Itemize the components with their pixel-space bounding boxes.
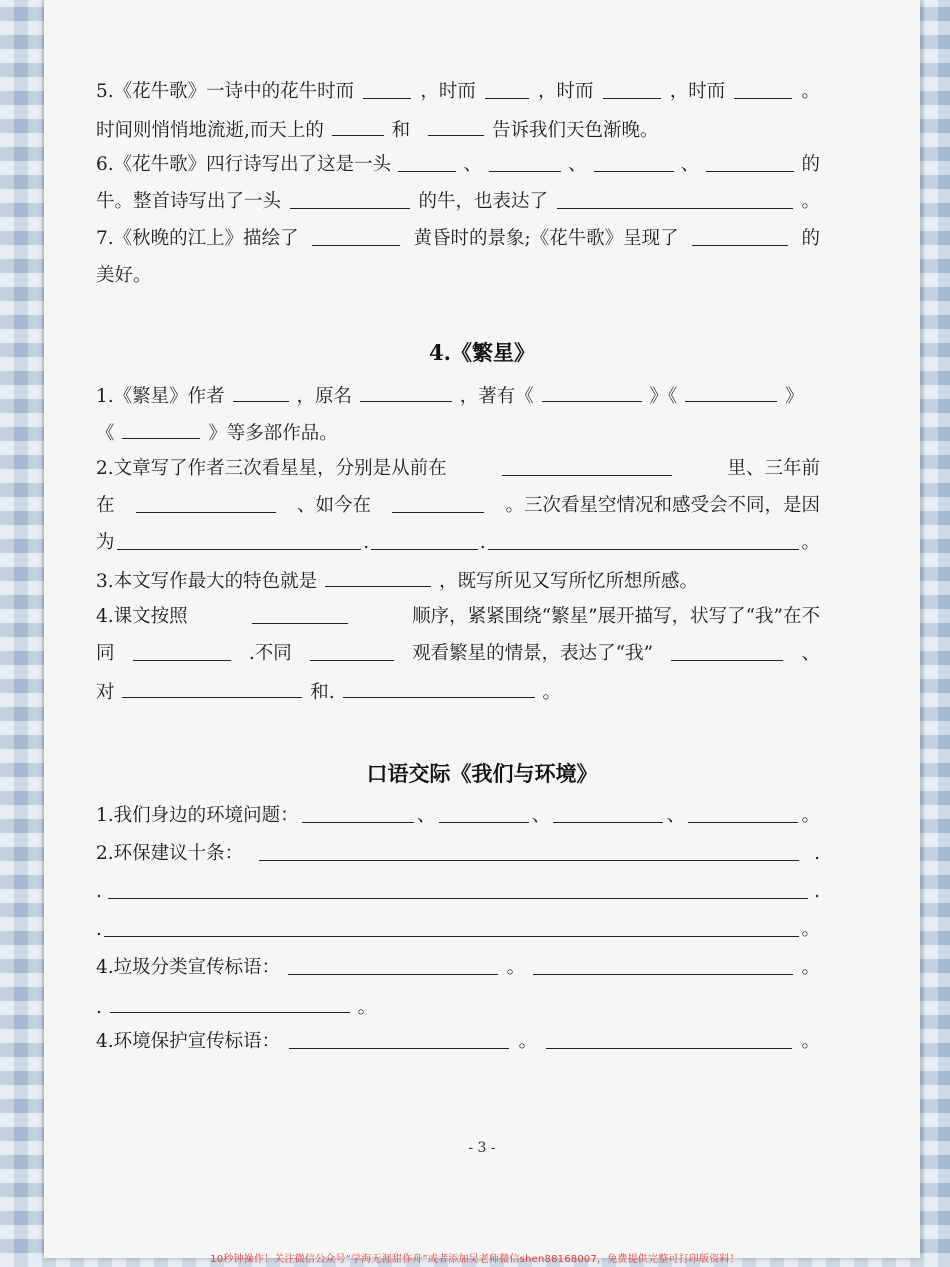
answer-blank[interactable] — [136, 494, 276, 513]
question-6-line-2: 牛。整首诗写出了一头 的牛，也表达了 。 — [96, 191, 820, 212]
fanxing-q4-line-1: 4.课文按照 顺序，紧紧围绕“繁星”展开描写，状写了“我”在不 — [96, 606, 820, 627]
answer-blank[interactable] — [688, 804, 798, 823]
answer-blank[interactable] — [108, 880, 808, 899]
fanxing-q4-line-2: 同 .不同 观看繁星的情景，表达了“我” 、 — [96, 643, 820, 664]
environment-q1-line: 1.我们身边的环境问题： 、 、 、 。 — [96, 805, 820, 826]
garbage-sorting-slogan-line-2: . 。 — [96, 994, 820, 1020]
answer-blank[interactable] — [110, 994, 350, 1013]
worksheet-page — [44, 0, 920, 1258]
answer-blank[interactable] — [371, 531, 478, 550]
fanxing-q3-line: 3.本文写作最大的特色就是 ，既写所见又写所忆所想所感。 — [96, 568, 820, 594]
answer-blank[interactable] — [603, 80, 661, 99]
answer-blank[interactable] — [489, 153, 561, 172]
answer-blank[interactable] — [557, 190, 793, 209]
answer-blank[interactable] — [546, 1030, 792, 1049]
watermark-footer: 10秒钟操作！关注微信公众号“学海无涯甜作舟”或者添加吴老师微信shen88168007，免费提供完整可打印版资料！ — [210, 1254, 740, 1265]
answer-blank[interactable] — [734, 80, 792, 99]
answer-blank[interactable] — [553, 804, 663, 823]
answer-blank[interactable] — [485, 80, 529, 99]
fanxing-q2-line-1: 2.文章写了作者三次看星星，分别是从前在 里、三年前 — [96, 458, 820, 479]
answer-blank[interactable] — [533, 956, 793, 975]
answer-blank[interactable] — [312, 227, 400, 246]
section-title-fanxing: 4.《繁星》 — [429, 340, 535, 365]
fanxing-q4-line-3: 对 和. 。 — [96, 679, 820, 705]
page-number: - 3 - — [468, 1140, 496, 1156]
fanxing-q2-line-3: 为 . . 。 — [96, 532, 820, 553]
answer-blank[interactable] — [398, 153, 456, 172]
section-title-oral-communication: 口语交际《我们与环境》 — [366, 761, 598, 786]
question-5-line-2: 时间则悄悄地流逝,而天上的 和 告诉我们天色渐晚。 — [96, 117, 820, 143]
fanxing-q1-line-1: 1.《繁星》作者 ，原名 ，著有《 》《 》 — [96, 383, 820, 409]
answer-blank[interactable] — [363, 80, 411, 99]
answer-blank[interactable] — [104, 918, 800, 937]
answer-blank[interactable] — [117, 531, 362, 550]
answer-blank[interactable] — [360, 383, 452, 402]
answer-blank[interactable] — [439, 804, 529, 823]
answer-blank[interactable] — [332, 117, 384, 136]
environment-q2-line-1: 2.环保建议十条： . — [96, 843, 820, 864]
fanxing-q2-line-2: 在 、如今在 。三次看星空情况和感受会不同，是因 — [96, 495, 820, 516]
answer-blank[interactable] — [133, 642, 231, 661]
question-7-line-2: 美好。 — [96, 265, 152, 286]
answer-blank[interactable] — [542, 383, 642, 402]
answer-blank[interactable] — [233, 383, 289, 402]
environment-q2-line-2: . . — [96, 881, 820, 902]
answer-blank[interactable] — [343, 679, 535, 698]
answer-blank[interactable] — [288, 956, 498, 975]
answer-blank[interactable] — [671, 642, 783, 661]
question-6-line-1: 6.《花牛歌》四行诗写出了这是一头 、 、 、 的 — [96, 154, 820, 175]
garbage-sorting-slogan-line-1: 4.垃圾分类宣传标语： 。 。 — [96, 957, 820, 978]
answer-blank[interactable] — [325, 568, 431, 587]
answer-blank[interactable] — [706, 153, 794, 172]
answer-blank[interactable] — [302, 804, 414, 823]
answer-blank[interactable] — [685, 383, 777, 402]
answer-blank[interactable] — [252, 605, 348, 624]
answer-blank[interactable] — [488, 531, 800, 550]
question-5-line-1: 5.《花牛歌》一诗中的花牛时而 ，时而 ，时而 ，时而 。 — [96, 81, 820, 102]
fanxing-q1-line-2: 《 》等多部作品。 — [96, 420, 820, 446]
answer-blank[interactable] — [122, 420, 200, 439]
answer-blank[interactable] — [259, 842, 799, 861]
answer-blank[interactable] — [594, 153, 674, 172]
environment-q2-line-3: . 。 — [96, 919, 820, 940]
answer-blank[interactable] — [428, 117, 484, 136]
answer-blank[interactable] — [122, 679, 302, 698]
answer-blank[interactable] — [290, 190, 410, 209]
answer-blank[interactable] — [502, 457, 672, 476]
answer-blank[interactable] — [392, 494, 484, 513]
question-7-line-1: 7.《秋晚的江上》描绘了 黄昏时的景象;《花牛歌》呈现了 的 — [96, 228, 820, 249]
environment-slogan-line: 4.环境保护宣传标语： 。 。 — [96, 1031, 820, 1052]
answer-blank[interactable] — [289, 1030, 509, 1049]
answer-blank[interactable] — [310, 642, 394, 661]
answer-blank[interactable] — [692, 227, 788, 246]
